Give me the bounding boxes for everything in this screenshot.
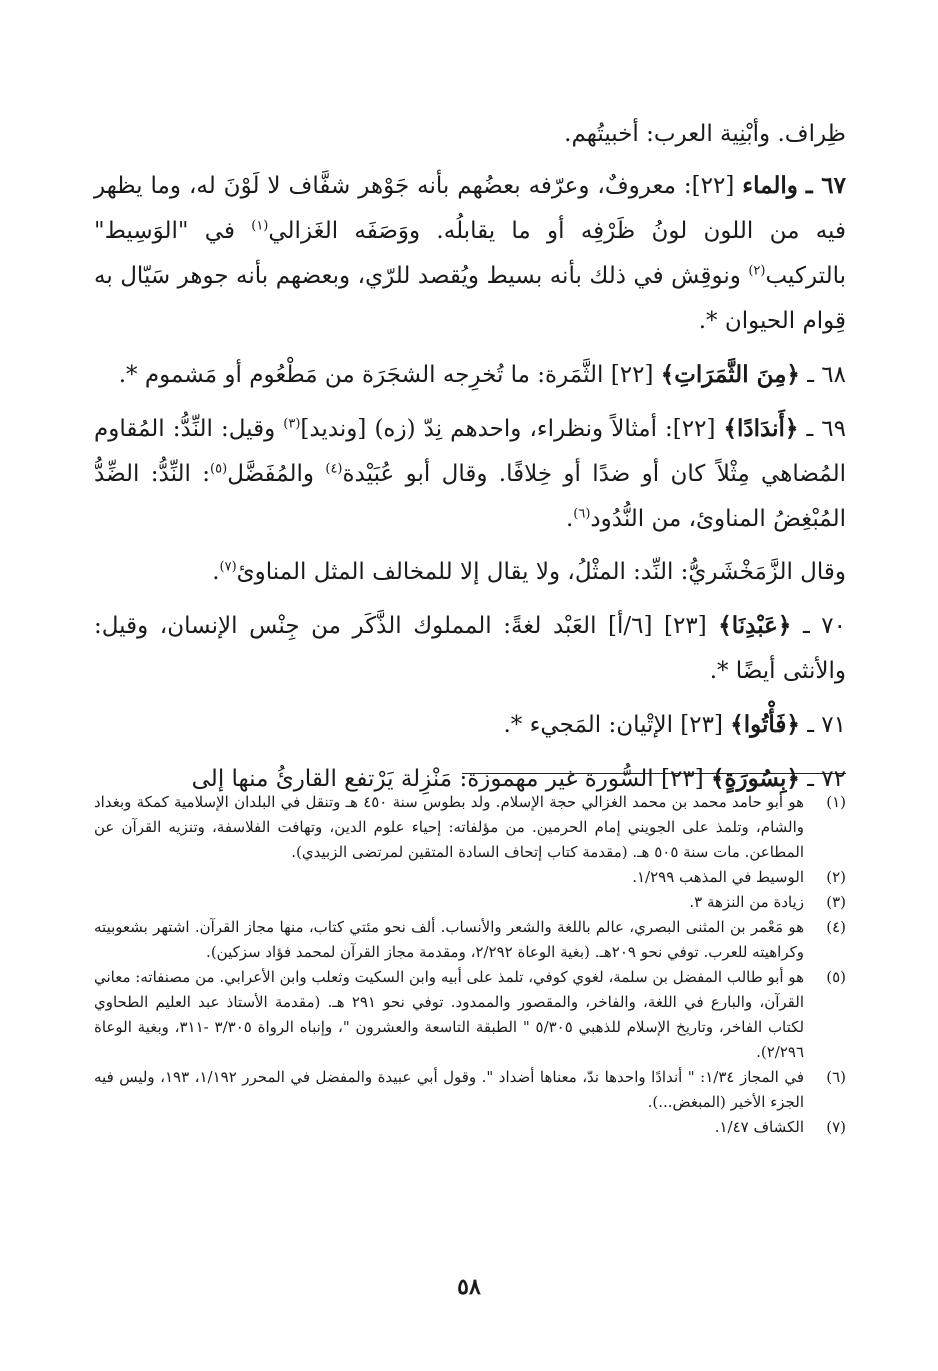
footnote-number: (٥) bbox=[826, 968, 846, 986]
footnote-text: الوسيط في المذهب ١/٢٩٩. bbox=[632, 868, 804, 886]
footnote-6 bbox=[94, 1065, 846, 1115]
footnote-ref[interactable]: (١) bbox=[251, 218, 269, 234]
entry-number: ٦٩ ـ bbox=[806, 416, 846, 442]
footnote-text: زيادة من النزهة ٣. bbox=[689, 893, 804, 911]
footnote-7 bbox=[94, 1115, 846, 1140]
footnote-text: الكشاف ١/٤٧. bbox=[714, 1118, 804, 1136]
footnote-text: هو مَعْمر بن المثنى البصري، عالم باللغة والشعر والأنساب. ألف نحو مئتي كتاب، منها مجاز القرآن. اشتهر بشعوبيته وكراهيته للعرب. توفي نحو ٢٠٩هـ. (بغية الوعاة ٢/٢٩٢، ومقدمة مجاز القرآن لمحمد فؤاد سزكين). bbox=[94, 918, 804, 961]
entry-number: ٦٧ ـ bbox=[805, 172, 847, 199]
footnote-separator bbox=[462, 773, 846, 774]
footnote-ref[interactable]: (٥) bbox=[210, 461, 228, 477]
entry-lemma: ﴿عَبْدِنَا﴾ bbox=[718, 612, 792, 639]
footnote-number: (١) bbox=[826, 793, 846, 811]
entry-text: [٢٣] السُّورة غير مهموزة: مَنْزِلة يَرْتفع القارئُ منها إلى bbox=[191, 766, 711, 792]
footnote-ref[interactable]: (٢) bbox=[748, 263, 766, 279]
entry-number: ٧١ ـ bbox=[807, 712, 846, 738]
entry-68 bbox=[94, 352, 846, 398]
footnote-ref[interactable]: (٣) bbox=[283, 416, 301, 432]
entry-text: [٢٢]: أمثالاً ونظراء، واحدهم نِدّ (زه) [ونديد] bbox=[300, 416, 724, 442]
footnote-ref[interactable]: (٧) bbox=[219, 559, 237, 575]
footnote-number: (٦) bbox=[826, 1068, 846, 1086]
entry-number: ٧٢ ـ bbox=[807, 766, 846, 792]
entry-lemma: ﴿بِسُورَةٍ﴾ bbox=[710, 765, 800, 792]
entry-number: ٦٨ ـ bbox=[807, 362, 846, 388]
entry-text: والمُفَضَّل bbox=[227, 461, 326, 487]
main-text bbox=[94, 112, 846, 810]
entry-69 bbox=[94, 406, 846, 542]
entry-number: ٧٠ ـ bbox=[802, 613, 846, 639]
entry-text: ونوقِش في ذلك بأنه بسيط ويُقصد للرّي، وبعضهم بأنه جوهر سَيّال به قِوام الحيوان *. bbox=[94, 263, 846, 334]
footnote-text: هو أبو طالب المفضل بن سلمة، لغوي كوفي، تلمذ على أبيه وابن السكيت وثعلب وابن الأعرابي. من مصنفاته: معاني القرآن، والبارع في اللغة، والفاخر، والمقصور والممدود. توفي نحو ٢٩١ هـ. (مقدمة الأستاذ عبد العليم الطحاوي لكتاب الفاخر، وتاريخ الإسلام للذهبي ٥/٣٠٥ " الطبقة التاسعة والعشرون "، وإنباه الرواة ٣/٣٠٥ -٣١١، وبغية الوعاة ٢/٢٩٦). bbox=[94, 968, 805, 1061]
entry-71 bbox=[94, 702, 846, 748]
footnote-number: (٢) bbox=[826, 868, 846, 886]
entry-text: . bbox=[565, 506, 574, 532]
footnote-text: في المجاز ١/٣٤: " أندادًا واحدها ندّ، معناها أضداد ". وقول أبي عبيدة والمفضل في المحرر ١/١٩٢، ١٩٣، وليس فيه الجزء الأخير (المبغض...). bbox=[94, 1068, 804, 1111]
entry-text: . bbox=[212, 559, 220, 585]
entry-lemma: ﴿أَندَادًا﴾ bbox=[723, 415, 799, 442]
footnote-ref[interactable]: (٤) bbox=[325, 461, 343, 477]
entry-text: [٢٣] [٦/أ] العَبْد لغةً: المملوك الذَّكَر من جِنْس الإنسان، وقيل: والأنثى أيضًا *. bbox=[94, 613, 846, 684]
footnote-2 bbox=[94, 865, 846, 890]
intro-line: ظِراف. وأبْنِية العرب: أخبيتُهم. bbox=[564, 121, 846, 147]
footnote-3 bbox=[94, 890, 846, 915]
zamakhshari-note bbox=[94, 550, 846, 595]
page-number: ٥٨ bbox=[457, 1274, 481, 1300]
entry-lemma: ﴿فَأْتُوا﴾ bbox=[730, 711, 800, 738]
entry-text: وقيل: النِّدُّ: المُقاوم المُضاهي مِثْلاً كان أو ضدًا أو خِلافًا. وقال أبو عُبَيْدة bbox=[94, 416, 846, 487]
entry-text: [٢٢] الثَّمَرة: ما تُخرِجه الشجَرَة من مَطْعُوم أو مَشموم *. bbox=[118, 362, 661, 388]
footnote-number: (٣) bbox=[826, 893, 846, 911]
entry-text: : النِّدُّ: الضِّدُّ المُبْغِضُ المناوئ، من النُّدُود bbox=[94, 461, 846, 532]
footnotes bbox=[94, 790, 846, 1140]
footnote-number: (٤) bbox=[826, 918, 846, 936]
footnote-1 bbox=[94, 790, 846, 865]
entry-text: في "الوَسِيط" بالتركيب bbox=[94, 218, 846, 289]
footnote-ref[interactable]: (٦) bbox=[573, 506, 591, 522]
entry-text: وقال الزَّمَخْشَريُّ: النِّد: المثْلُ، ولا يقال إلا للمخالف المثل المناوئ bbox=[236, 559, 846, 585]
footnote-4 bbox=[94, 915, 846, 965]
footnote-5 bbox=[94, 965, 846, 1065]
footnote-number: (٧) bbox=[826, 1118, 846, 1136]
entry-text: [٢٣] الإتْيان: المَجيء *. bbox=[503, 712, 731, 738]
footnote-text: هو أبو حامد محمد بن محمد الغزالي حجة الإسلام. ولد بطوس سنة ٤٥٠ هـ وتنقل في البلدان الإسلامية كمكة وبغداد والشام، وتلمذ على الجويني إمام الحرمين. من مؤلفاته: إحياء علوم الدين، وتهافت الفلاسفة، وتنزيه القرآن عن المطاعن. مات سنة ٥٠٥ هـ. (مقدمة كتاب إتحاف السادة المتقين لمرتضى الزبيدي). bbox=[94, 793, 804, 861]
entry-70 bbox=[94, 603, 846, 694]
entry-lemma: ﴿مِنَ الثَّمَرَاتِ﴾ bbox=[660, 361, 800, 388]
entry-67 bbox=[94, 163, 846, 344]
entry-text: [٢٢]: معروفٌ، وعرّفه بعضُهم بأنه جَوْهر شفَّاف لا لَوْنَ له، وما يظهر فيه من اللون لونُ ظَرْفِه أو ما يقابلُه. ووَصَفَه الغَزالي bbox=[94, 173, 846, 244]
entry-lemma: والماء bbox=[742, 172, 798, 199]
